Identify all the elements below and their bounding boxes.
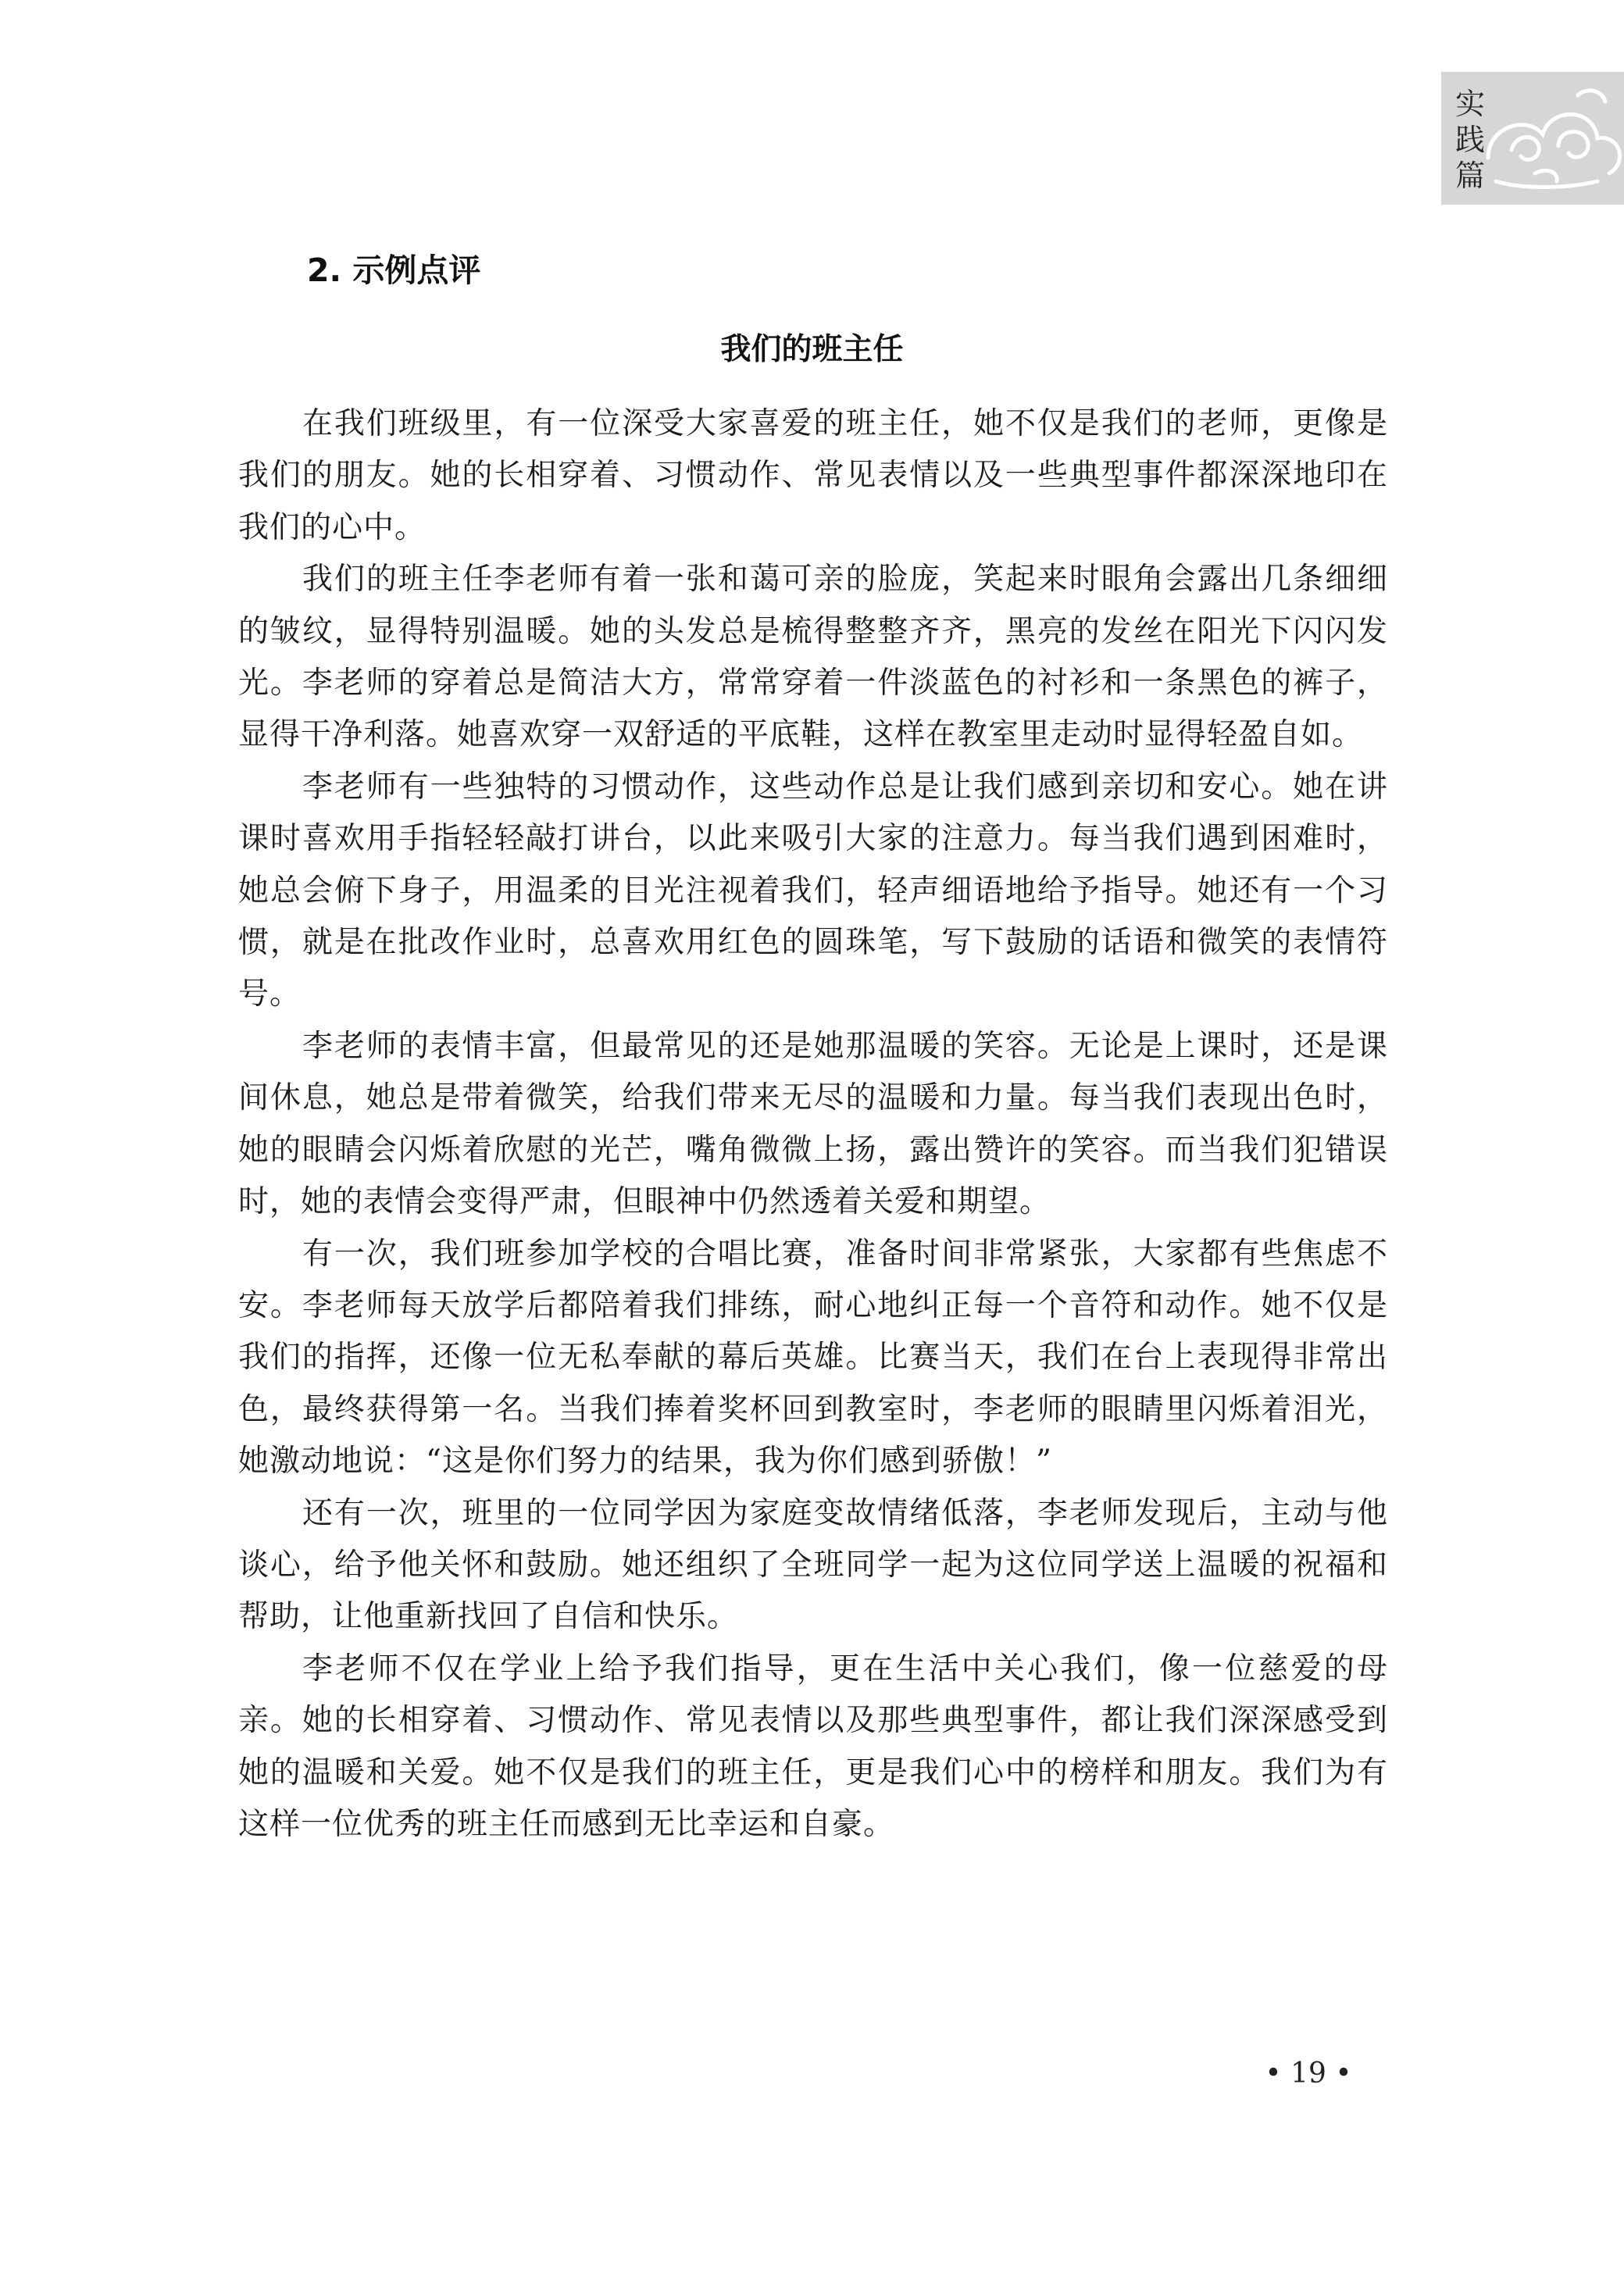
article-title: 我们的班主任 (720, 332, 904, 367)
side-tab-label: 实践篇 (1454, 87, 1485, 193)
page-number: • 19 • (1265, 2058, 1352, 2090)
side-tab (1441, 72, 1624, 205)
paragraph-3: 李老师有一些独特的习惯动作，这些动作总是让我们感到亲切和安心。她在讲课时喜欢用手指轻轻敲打讲台，以此来吸引大家的注意力。每当我们遇到困难时，她总会俯下身子，用温柔的目光注视着我们，轻声细语地给予指导。她还有一个习惯，就是在批改作业时，总喜欢用红色的圆珠笔，写下鼓励的话语和微笑的表情符号。 (238, 769, 1388, 1012)
paragraph-5: 有一次，我们班参加学校的合唱比赛，准备时间非常紧张，大家都有些焦虑不安。李老师每天放学后都陪着我们排练，耐心地纠正每一个音符和动作。她不仅是我们的指挥，还像一位无私奉献的幕后英雄。比赛当天，我们在台上表现得非常出色，最终获得第一名。当我们捧着奖杯回到教室时，李老师的眼睛里闪烁着泪光，她激动地说：“这是你们努力的结果，我为你们感到骄傲！” (238, 1236, 1388, 1479)
paragraph-4: 李老师的表情丰富，但最常见的还是她那温暖的笑容。无论是上课时，还是课间休息，她总是带着微笑，给我们带来无尽的温暖和力量。每当我们表现出色时，她的眼睛会闪烁着欣慰的光芒，嘴角微微上扬，露出赞许的笑容。而当我们犯错误时，她的表情会变得严肃，但眼神中仍然透着关爱和期望。 (238, 1028, 1388, 1220)
section-heading: 2. 示例点评 (307, 252, 481, 289)
paragraph-2: 我们的班主任李老师有着一张和蔼可亲的脸庞，笑起来时眼角会露出几条细细的皱纹，显得特别温暖。她的头发总是梳得整整齐齐，黑亮的发丝在阳光下闪闪发光。李老师的穿着总是简洁大方，常常穿着一件淡蓝色的衬衫和一条黑色的裤子，显得干净利落。她喜欢穿一双舒适的平底鞋，这样在教室里走动时显得轻盈自如。 (238, 562, 1388, 753)
article-body (238, 398, 1388, 1851)
paragraph-6: 还有一次，班里的一位同学因为家庭变故情绪低落，李老师发现后，主动与他谈心，给予他关怀和鼓励。她还组织了全班同学一起为这位同学送上温暖的祝福和帮助，让他重新找回了自信和快乐。 (238, 1495, 1388, 1635)
paragraph-1: 在我们班级里，有一位深受大家喜爱的班主任，她不仅是我们的老师，更像是我们的朋友。她的长相穿着、习惯动作、常见表情以及一些典型事件都深深地印在我们的心中。 (238, 406, 1388, 545)
paragraph-7: 李老师不仅在学业上给予我们指导，更在生活中关心我们，像一位慈爱的母亲。她的长相穿着、习惯动作、常见表情以及那些典型事件，都让我们深深感受到她的温暖和关爱。她不仅是我们的班主任，更是我们心中的榜样和朋友。我们为有这样一位优秀的班主任而感到无比幸运和自豪。 (238, 1651, 1388, 1842)
